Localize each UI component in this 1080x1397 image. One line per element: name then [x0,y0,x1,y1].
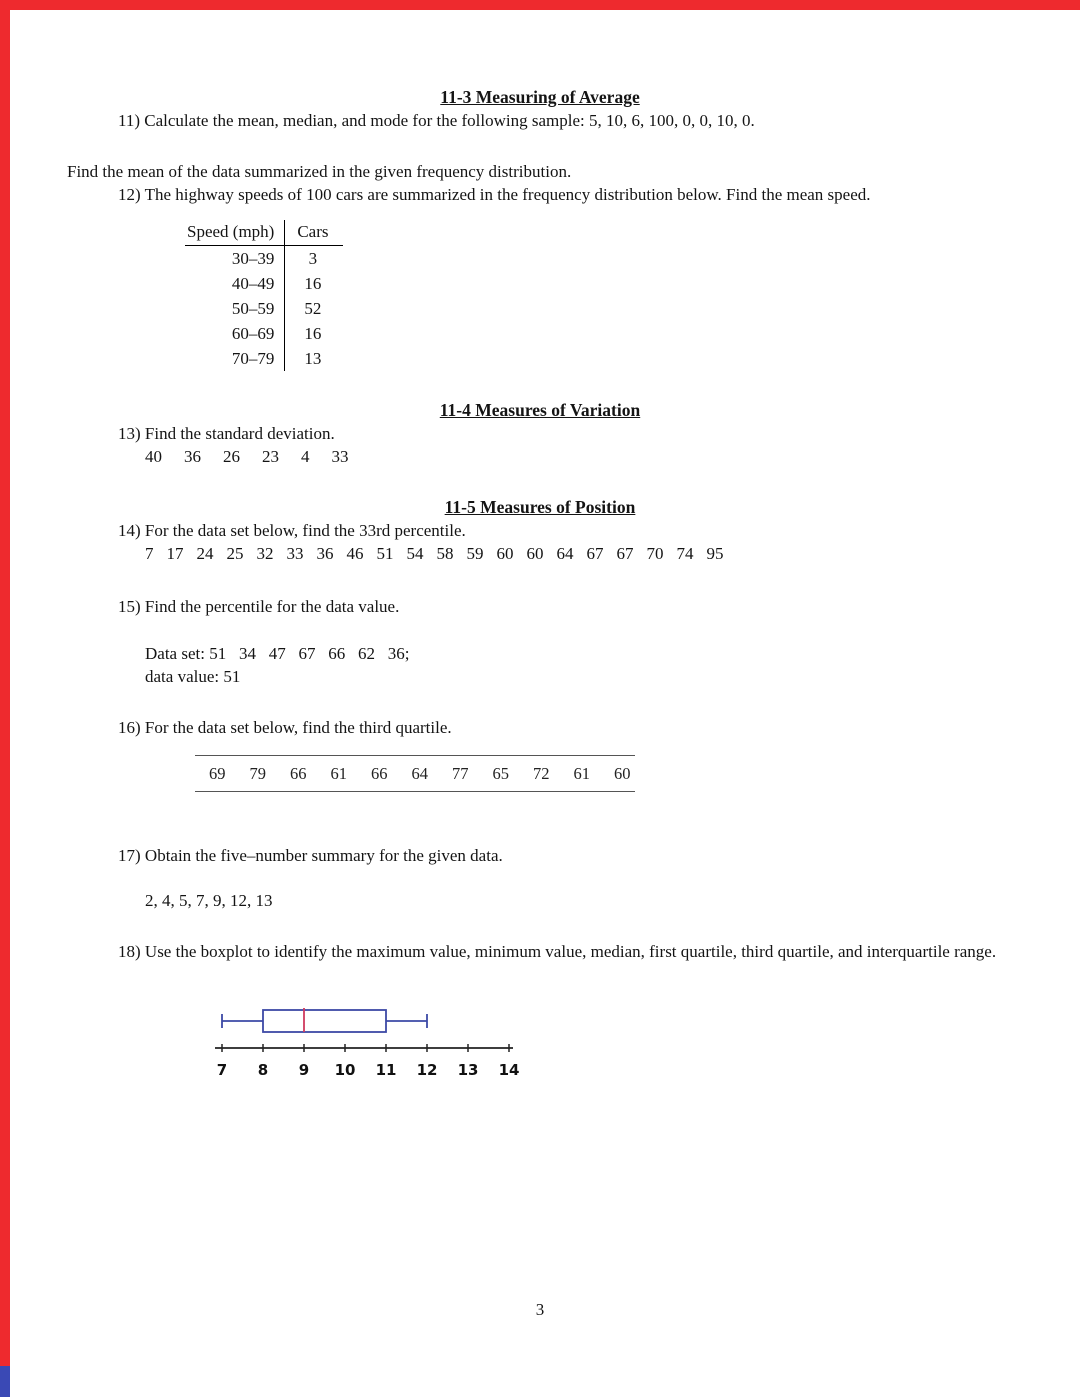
cars-count: 3 [308,249,318,268]
question-17-data: 2, 4, 5, 7, 9, 12, 13 [145,891,273,910]
data-value: 61 [573,764,590,783]
question-15-dataset: Data set: 51 34 47 67 66 62 36; [145,644,410,663]
data-value: 64 [556,544,574,563]
data-value: 95 [706,544,724,563]
speed-range: 70–79 [185,346,285,371]
section-title-measures-position: 11-5 Measures of Position [444,497,636,517]
cars-count: 16 [304,324,322,343]
data-value: 51 [376,544,394,563]
question-13-data [145,445,349,468]
table-row [185,321,343,346]
data-value: 60 [526,544,544,563]
data-value: 65 [492,764,509,783]
page-number: 3 [535,1300,545,1319]
data-value: 24 [196,544,214,563]
data-value: 79 [249,764,266,783]
data-value: 72 [533,764,550,783]
table-row [185,246,343,272]
question-14: 14) For the data set below, find the 33rd percentile. [118,521,466,540]
question-18: 18) Use the boxplot to identify the maximum value, minimum value, median, first quartile, third quartile, and interquartile range. [118,942,997,961]
question-13: 13) Find the standard deviation. [118,424,335,443]
frequency-table-header-cars: Cars [285,220,343,246]
question-16-data-strip [195,755,635,792]
data-value: 26 [223,447,240,466]
data-value: 58 [436,544,454,563]
data-value: 67 [616,544,634,563]
data-value: 61 [330,764,347,783]
table-row [185,346,343,371]
question-16: 16) For the data set below, find the third quartile. [118,718,452,737]
svg-text:10: 10 [334,1061,356,1079]
data-value: 70 [646,544,664,563]
question-17: 17) Obtain the five–number summary for the given data. [118,846,503,865]
data-value: 54 [406,544,424,563]
frequency-table-header-speed: Speed (mph) [185,220,285,246]
boxplot-axis-ticks [217,1044,520,1079]
data-value: 66 [290,764,307,783]
speed-range: 30–39 [185,246,285,272]
svg-text:9: 9 [298,1061,310,1079]
data-value: 7 [145,544,154,563]
table-row [185,296,343,321]
data-value: 17 [166,544,184,563]
cars-count: 13 [304,349,322,368]
svg-text:12: 12 [416,1061,438,1079]
frequency-table-header-row [185,220,343,246]
question-14-data [145,542,724,565]
speed-range: 50–59 [185,296,285,321]
section-title-measures-variation: 11-4 Measures of Variation [439,400,641,420]
boxplot-svg [196,1001,532,1087]
svg-text:14: 14 [498,1061,520,1079]
data-value: 69 [209,764,226,783]
data-value: 67 [586,544,604,563]
frequency-intro: Find the mean of the data summarized in the given frequency distribution. [67,162,572,181]
data-value: 32 [256,544,274,563]
svg-text:13: 13 [457,1061,479,1079]
question-15-value: data value: 51 [145,667,241,686]
data-value: 46 [346,544,364,563]
data-value: 4 [301,447,310,466]
svg-text:7: 7 [216,1061,228,1079]
data-value: 59 [466,544,484,563]
table-row [185,271,343,296]
svg-text:11: 11 [375,1061,397,1079]
data-value: 60 [496,544,514,563]
blue-margin-bar-bottom [0,1366,10,1397]
cars-count: 16 [304,274,322,293]
data-value: 74 [676,544,694,563]
data-value: 40 [145,447,162,466]
frequency-table [185,220,343,371]
data-value: 36 [316,544,334,563]
data-value: 23 [262,447,279,466]
question-15: 15) Find the percentile for the data value. [118,597,400,616]
question-16-data [209,762,631,785]
data-value: 33 [331,447,349,466]
cars-count: 52 [304,299,322,318]
speed-range: 40–49 [185,271,285,296]
section-title-measuring-average: 11-3 Measuring of Average [440,87,640,107]
data-value: 60 [614,764,631,783]
question-12: 12) The highway speeds of 100 cars are summarized in the frequency distribution below. Find the mean speed. [118,185,871,204]
speed-range: 60–69 [185,321,285,346]
boxplot-box [263,1010,386,1032]
data-value: 25 [226,544,244,563]
data-value: 64 [411,764,428,783]
data-value: 36 [184,447,201,466]
svg-text:8: 8 [257,1061,269,1079]
boxplot-figure [196,1001,1080,1093]
data-value: 33 [286,544,304,563]
question-11: 11) Calculate the mean, median, and mode for the following sample: 5, 10, 6, 100, 0, 0, 10, 0. [118,111,755,130]
data-value: 77 [452,764,469,783]
data-value: 66 [371,764,388,783]
